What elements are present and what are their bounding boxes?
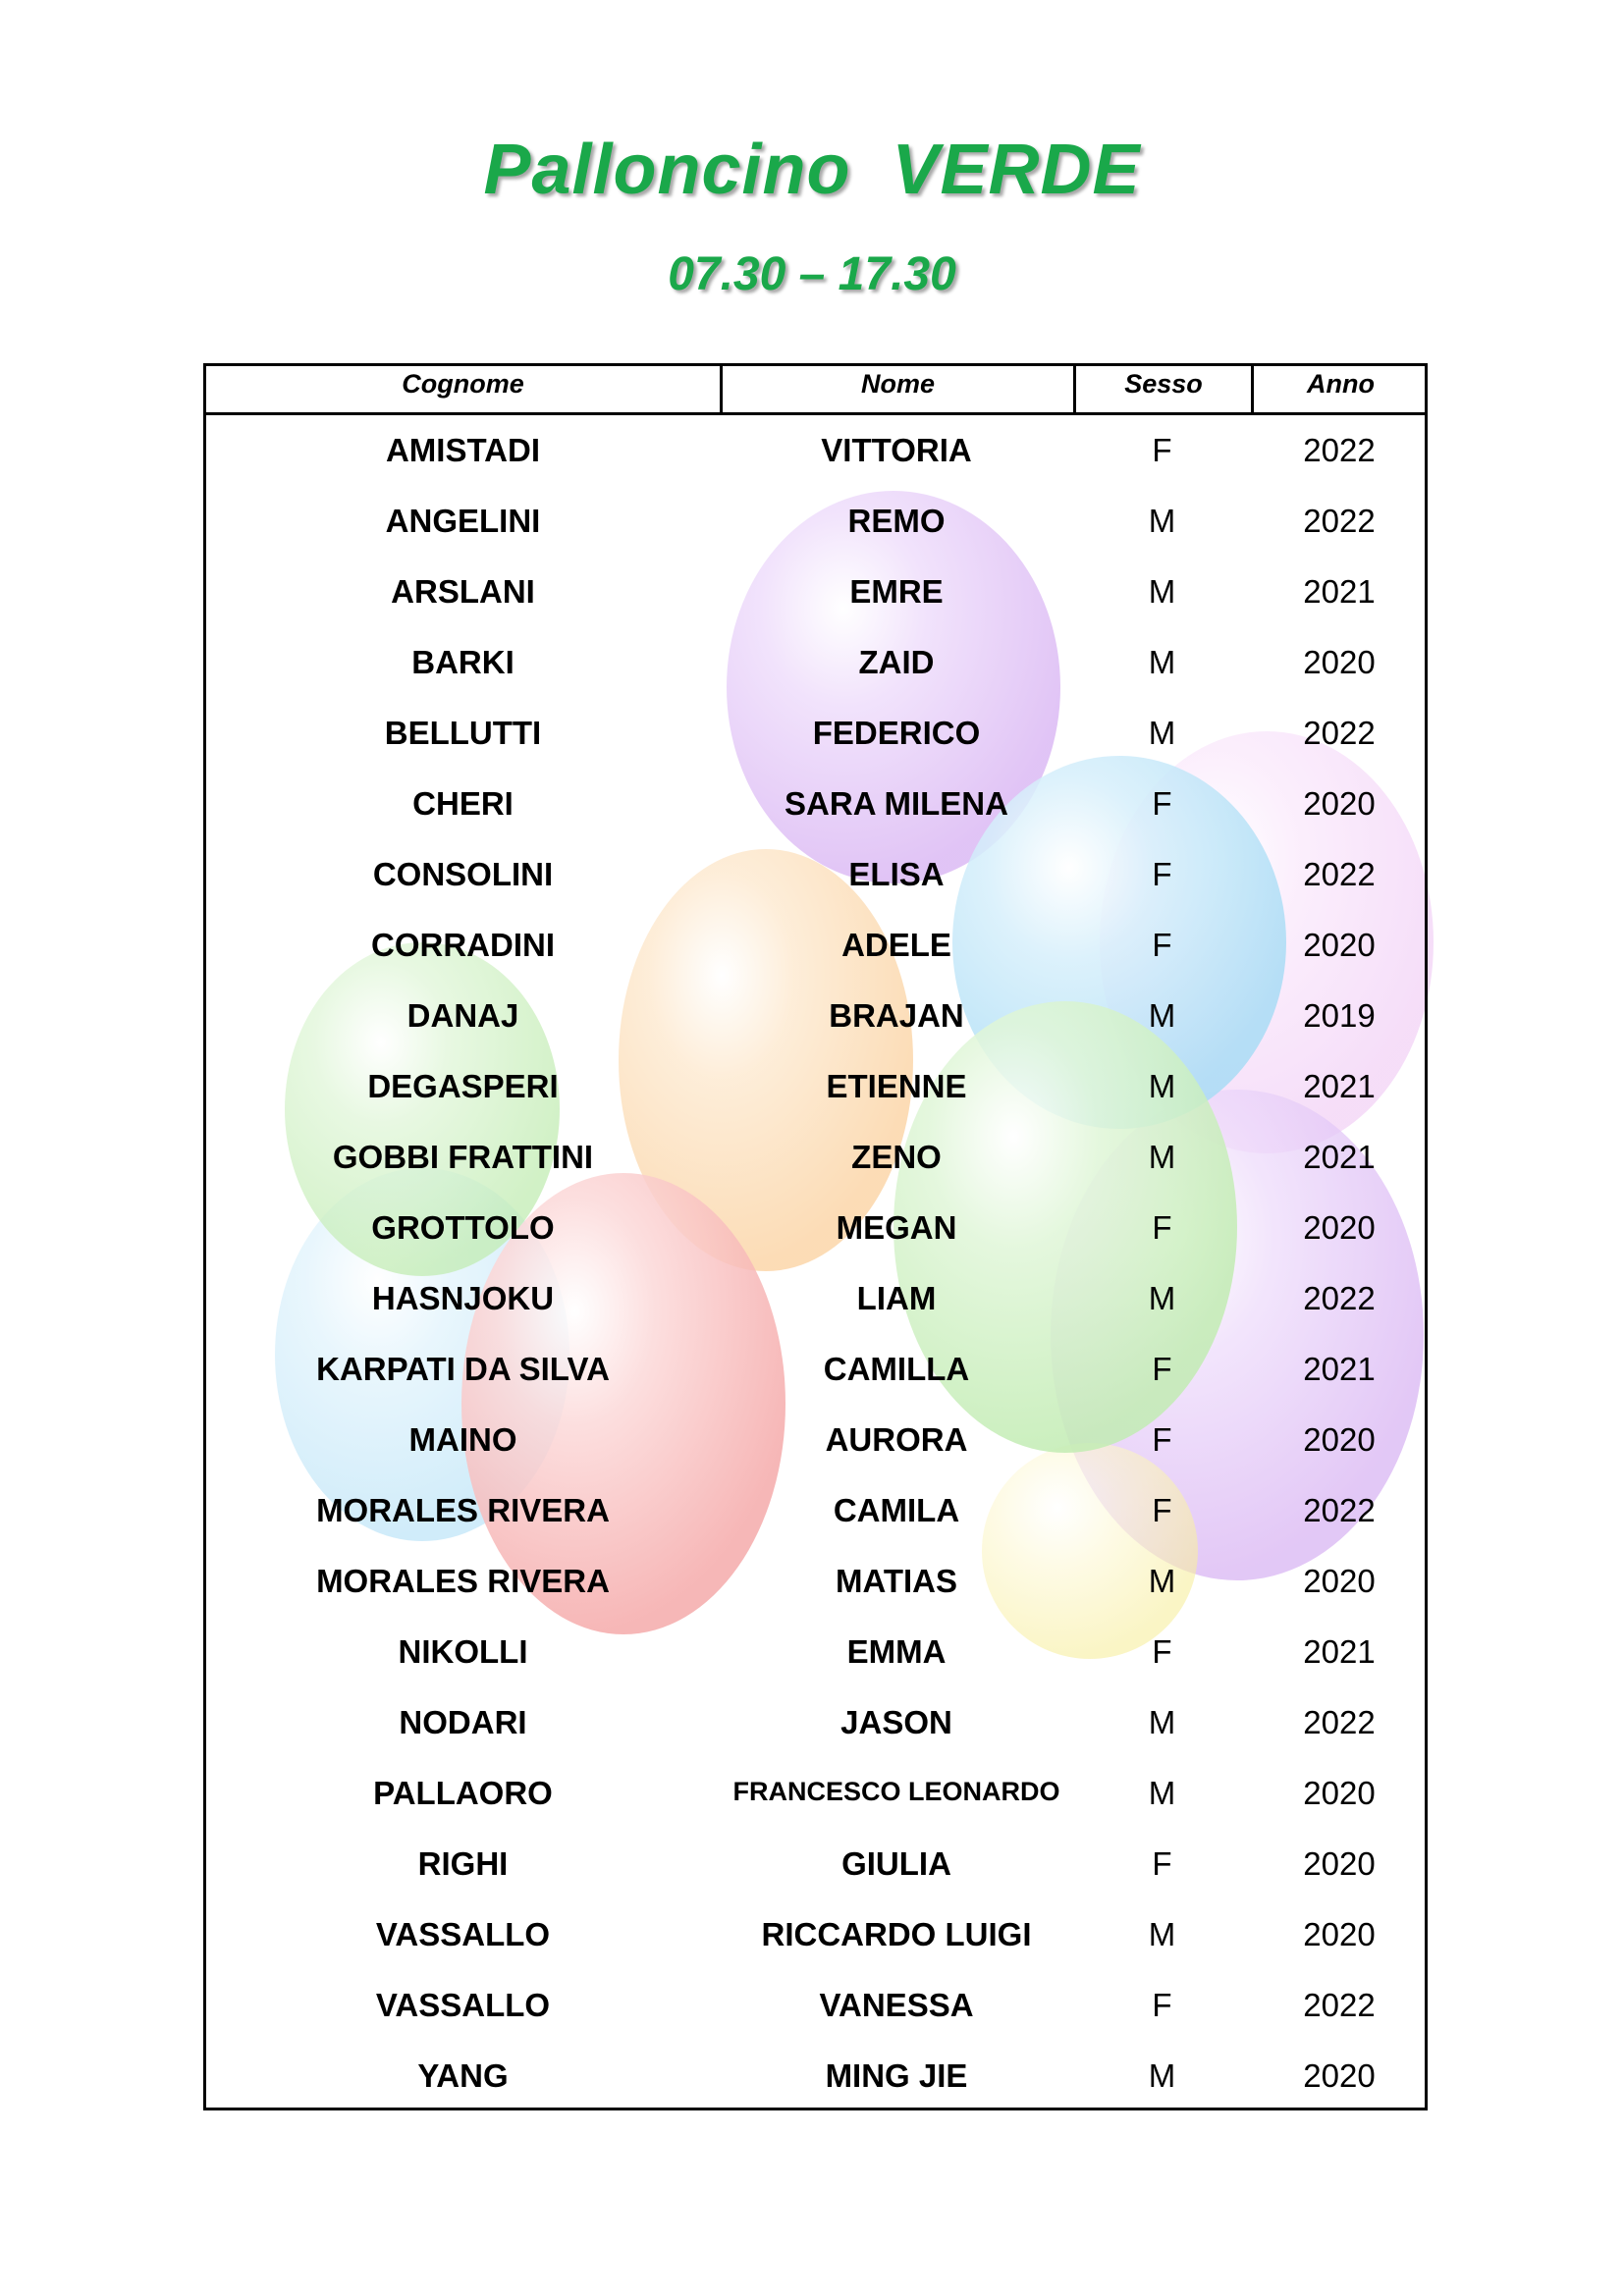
table-row bbox=[206, 2041, 1425, 2111]
cell-nome: ZENO bbox=[851, 1139, 942, 1175]
cell-nome: MATIAS bbox=[835, 1563, 958, 1599]
cell-anno: 2022 bbox=[1303, 715, 1376, 751]
cell-anno: 2022 bbox=[1303, 1704, 1376, 1740]
cell-sesso: F bbox=[1152, 927, 1172, 963]
children-table bbox=[203, 363, 1428, 2110]
cell-sesso: M bbox=[1148, 1280, 1176, 1316]
cell-anno: 2020 bbox=[1303, 1845, 1376, 1882]
cell-anno: 2019 bbox=[1303, 997, 1376, 1034]
cell-sesso: M bbox=[1148, 715, 1176, 751]
table-row bbox=[206, 1122, 1425, 1193]
cell-anno: 2022 bbox=[1303, 1280, 1376, 1316]
cell-anno: 2021 bbox=[1303, 1633, 1376, 1670]
cell-nome: FEDERICO bbox=[812, 715, 981, 751]
cell-nome: JASON bbox=[840, 1704, 952, 1740]
cell-sesso: M bbox=[1148, 503, 1176, 539]
table-row bbox=[206, 1546, 1425, 1617]
cell-nome: RICCARDO LUIGI bbox=[761, 1916, 1032, 1952]
cell-nome: EMRE bbox=[849, 573, 944, 610]
cell-cognome: GROTTOLO bbox=[371, 1209, 555, 1246]
cell-anno: 2020 bbox=[1303, 785, 1376, 822]
cell-sesso: M bbox=[1148, 1704, 1176, 1740]
cell-nome: REMO bbox=[847, 503, 946, 539]
cell-sesso: M bbox=[1148, 644, 1176, 680]
cell-cognome: MORALES RIVERA bbox=[316, 1563, 610, 1599]
table-header-row bbox=[206, 366, 1425, 415]
table-row bbox=[206, 486, 1425, 557]
table-row bbox=[206, 1405, 1425, 1475]
table-row bbox=[206, 1829, 1425, 1899]
table-row bbox=[206, 1051, 1425, 1122]
cell-nome: FRANCESCO LEONARDO bbox=[732, 1777, 1060, 1806]
cell-sesso: F bbox=[1152, 1421, 1172, 1458]
cell-anno: 2021 bbox=[1303, 1351, 1376, 1387]
cell-cognome: BELLUTTI bbox=[384, 715, 542, 751]
cell-cognome: MORALES RIVERA bbox=[316, 1492, 610, 1528]
table-row bbox=[206, 1334, 1425, 1405]
cell-cognome: CHERI bbox=[412, 785, 514, 822]
cell-nome: CAMILLA bbox=[823, 1351, 970, 1387]
cell-nome: EMMA bbox=[846, 1633, 947, 1670]
cell-anno: 2020 bbox=[1303, 1421, 1376, 1458]
table-row bbox=[206, 1475, 1425, 1546]
cell-cognome: RIGHI bbox=[417, 1845, 509, 1882]
table-row bbox=[206, 557, 1425, 627]
cell-anno: 2020 bbox=[1303, 1563, 1376, 1599]
cell-anno: 2022 bbox=[1303, 432, 1376, 468]
cell-cognome: GOBBI FRATTINI bbox=[332, 1139, 594, 1175]
cell-anno: 2020 bbox=[1303, 2057, 1376, 2094]
cell-nome: AURORA bbox=[825, 1421, 968, 1458]
cell-cognome: DEGASPERI bbox=[367, 1068, 559, 1104]
cell-anno: 2022 bbox=[1303, 503, 1376, 539]
cell-sesso: F bbox=[1152, 432, 1172, 468]
cell-sesso: M bbox=[1148, 1139, 1176, 1175]
cell-sesso: F bbox=[1152, 1351, 1172, 1387]
cell-cognome: VASSALLO bbox=[375, 1987, 551, 2023]
cell-cognome: PALLAORO bbox=[373, 1775, 553, 1811]
table-row bbox=[206, 1899, 1425, 1970]
cell-nome: ELISA bbox=[848, 856, 945, 892]
cell-anno: 2020 bbox=[1303, 1916, 1376, 1952]
cell-cognome: BARKI bbox=[411, 644, 514, 680]
cell-anno: 2020 bbox=[1303, 927, 1376, 963]
cell-cognome: NODARI bbox=[399, 1704, 527, 1740]
table-row bbox=[206, 910, 1425, 981]
cell-nome: VITTORIA bbox=[821, 432, 972, 468]
cell-sesso: F bbox=[1152, 1209, 1172, 1246]
table-row bbox=[206, 1970, 1425, 2041]
table-row bbox=[206, 1758, 1425, 1829]
cell-cognome: DANAJ bbox=[406, 997, 519, 1034]
cell-sesso: F bbox=[1152, 1492, 1172, 1528]
cell-anno: 2022 bbox=[1303, 856, 1376, 892]
cell-cognome: VASSALLO bbox=[375, 1916, 551, 1952]
cell-cognome: HASNJOKU bbox=[371, 1280, 555, 1316]
table-row bbox=[206, 698, 1425, 769]
cell-nome: VANESSA bbox=[819, 1987, 974, 2023]
table-row bbox=[206, 627, 1425, 698]
cell-nome: ADELE bbox=[841, 927, 951, 963]
table-row bbox=[206, 1687, 1425, 1758]
cell-anno: 2022 bbox=[1303, 1987, 1376, 2023]
cell-anno: 2020 bbox=[1303, 1775, 1376, 1811]
table-row bbox=[206, 1193, 1425, 1263]
header-nome: Nome bbox=[720, 366, 1073, 412]
cell-cognome: ARSLANI bbox=[391, 573, 535, 610]
header-anno: Anno bbox=[1251, 366, 1428, 412]
cell-anno: 2021 bbox=[1303, 1068, 1376, 1104]
cell-anno: 2021 bbox=[1303, 1139, 1376, 1175]
cell-cognome: AMISTADI bbox=[385, 432, 541, 468]
page-title: Palloncino VERDE bbox=[483, 131, 1141, 209]
cell-nome: SARA MILENA bbox=[785, 785, 1008, 822]
cell-cognome: CONSOLINI bbox=[372, 856, 554, 892]
time-range-subtitle: 07.30 – 17.30 bbox=[668, 248, 956, 300]
cell-cognome: ANGELINI bbox=[385, 503, 541, 539]
header-cognome: Cognome bbox=[402, 369, 524, 399]
cell-nome: BRAJAN bbox=[829, 997, 964, 1034]
cell-cognome: NIKOLLI bbox=[398, 1633, 528, 1670]
cell-sesso: M bbox=[1148, 1775, 1176, 1811]
cell-nome: ZAID bbox=[858, 644, 935, 680]
cell-nome: CAMILA bbox=[833, 1492, 960, 1528]
cell-anno: 2020 bbox=[1303, 644, 1376, 680]
cell-sesso: M bbox=[1148, 997, 1176, 1034]
cell-sesso: M bbox=[1148, 573, 1176, 610]
cell-nome: MEGAN bbox=[836, 1209, 957, 1246]
cell-cognome: KARPATI DA SILVA bbox=[316, 1351, 610, 1387]
table-row bbox=[206, 415, 1425, 486]
table-row bbox=[206, 769, 1425, 839]
cell-nome: MING JIE bbox=[825, 2057, 968, 2094]
cell-anno: 2022 bbox=[1303, 1492, 1376, 1528]
cell-nome: ETIENNE bbox=[826, 1068, 967, 1104]
header-sesso: Sesso bbox=[1073, 366, 1251, 412]
cell-nome: LIAM bbox=[856, 1280, 937, 1316]
cell-sesso: M bbox=[1148, 2057, 1176, 2094]
cell-cognome: MAINO bbox=[408, 1421, 517, 1458]
cell-sesso: M bbox=[1148, 1916, 1176, 1952]
table-row bbox=[206, 839, 1425, 910]
cell-nome: GIULIA bbox=[841, 1845, 951, 1882]
cell-sesso: M bbox=[1148, 1563, 1176, 1599]
table-row bbox=[206, 1617, 1425, 1687]
table-row bbox=[206, 1263, 1425, 1334]
cell-anno: 2020 bbox=[1303, 1209, 1376, 1246]
cell-sesso: M bbox=[1148, 1068, 1176, 1104]
cell-sesso: F bbox=[1152, 1987, 1172, 2023]
table-row bbox=[206, 981, 1425, 1051]
cell-sesso: F bbox=[1152, 856, 1172, 892]
cell-sesso: F bbox=[1152, 1633, 1172, 1670]
cell-sesso: F bbox=[1152, 785, 1172, 822]
cell-cognome: CORRADINI bbox=[371, 927, 555, 963]
cell-cognome: YANG bbox=[417, 2057, 509, 2094]
cell-anno: 2021 bbox=[1303, 573, 1376, 610]
cell-sesso: F bbox=[1152, 1845, 1172, 1882]
